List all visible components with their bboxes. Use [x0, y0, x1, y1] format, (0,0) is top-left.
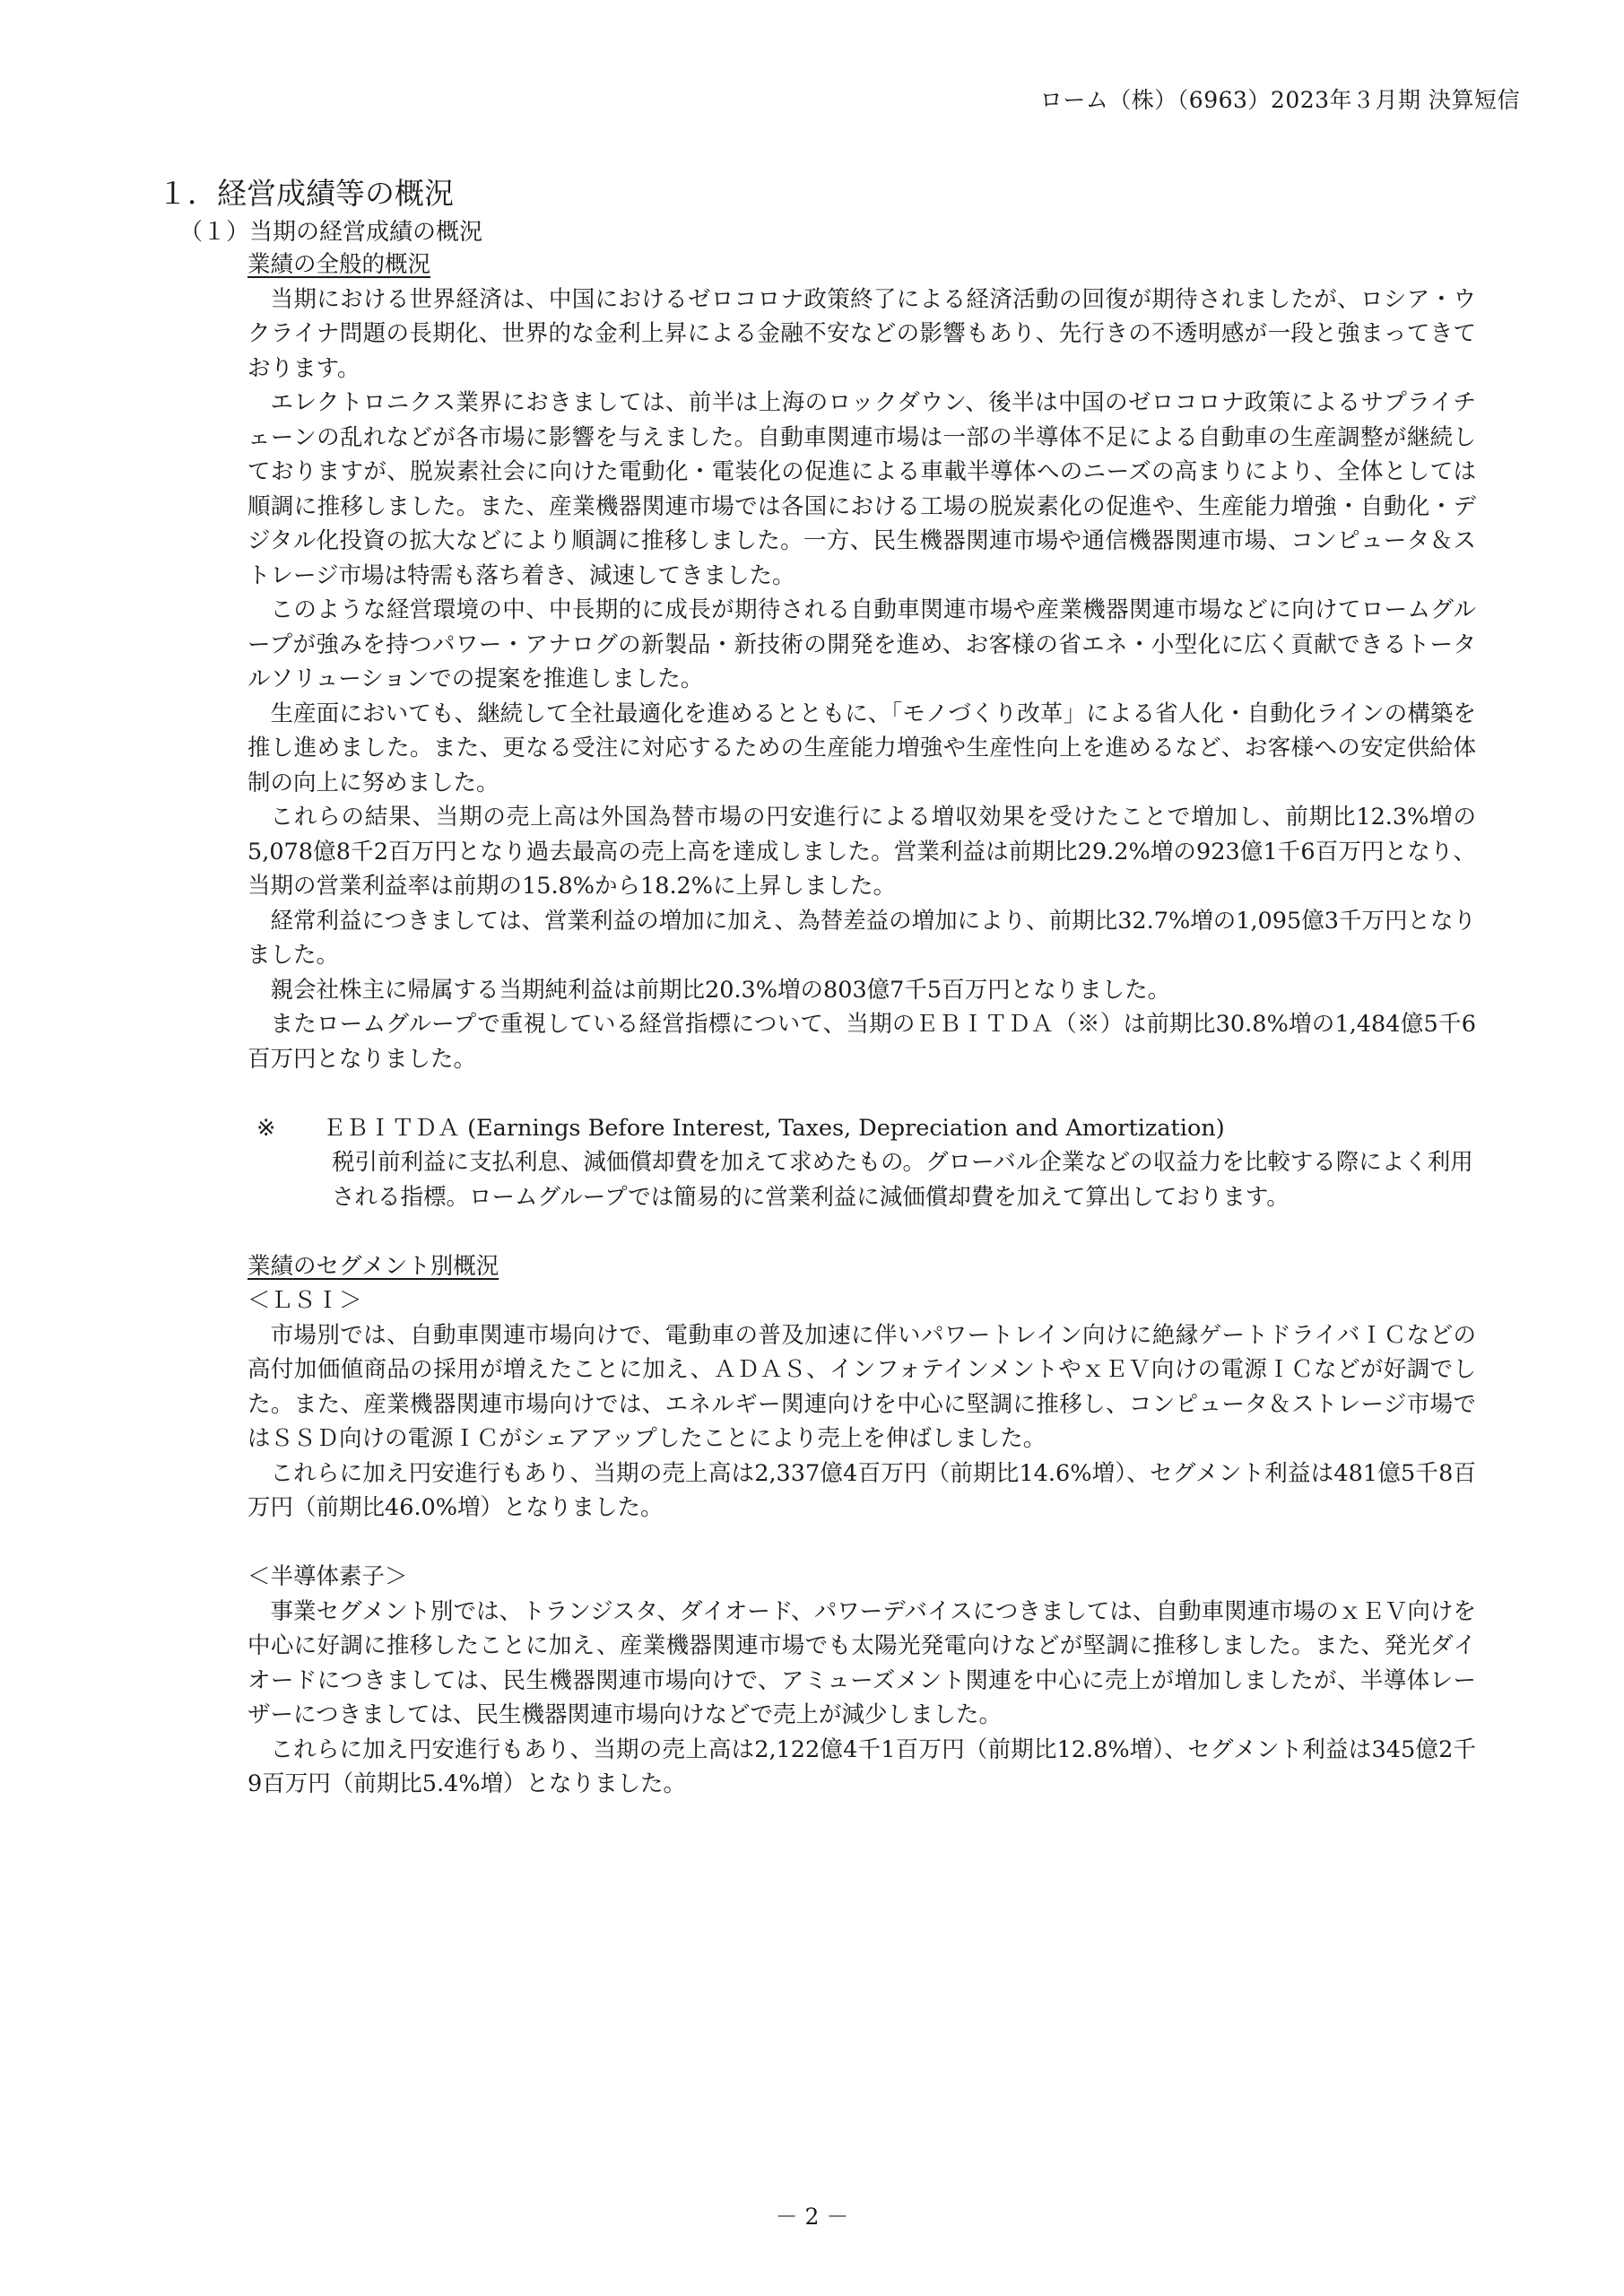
lsi-label: ＜ＬＳＩ＞	[248, 1287, 362, 1314]
semiconductor-paragraph-1: 事業セグメント別では、トランジスタ、ダイオード、パワーデバイスにつきましては、自動車関連市場のｘＥＶ向けを中心に好調に推移したことに加え、産業機器関連市場でも太陽光発電向けなどが堅調に推移しました。また、発光ダイオードにつきましては、民生機器関連市場向けで、アミューズメント関連を中心に売上が増加しましたが、半導体レーザーにつきましては、民生機器関連市場向けなどで売上が減少しました。	[248, 1597, 1476, 1728]
note-term: ＥＢＩＴＤＡ (Earnings Before Interest, Taxes, Depreciation and Amortization)	[323, 1114, 1225, 1142]
semiconductor-label: ＜半導体素子＞	[248, 1563, 408, 1590]
lsi-paragraph-1: 市場別では、自動車関連市場向けで、電動車の普及加速に伴いパワートレイン向けに絶縁ゲートドライバＩＣなどの高付加価値商品の採用が増えたことに加え、ＡＤＡＳ、インフォテインメントやｘＥＶ向けの電源ＩＣなどが好調でした。また、産業機器関連市場向けでは、エネルギー関連向けを中心に堅調に推移し、コンピュータ＆ストレージ市場ではＳＳＤ向けの電源ＩＣがシェアアップしたことにより売上を伸ばしました。	[248, 1321, 1476, 1452]
overview-heading: 業績の全般的概況	[248, 251, 431, 278]
overview-paragraph-7: 親会社株主に帰属する当期純利益は前期比20.3%増の803億7千5百万円となりました。	[270, 976, 1171, 1004]
overview-paragraph-8: またロームグループで重視している経営指標について、当期のＥＢＩＴＤＡ（※）は前期比30.8%増の1,484億5千6百万円となりました。	[248, 1011, 1476, 1073]
overview-paragraph-3: このような経営環境の中、中長期的に成長が期待される自動車関連市場や産業機器関連市場などに向けてロームグループが強みを持つパワー・アナログの新製品・新技術の開発を進め、お客様の省エネ・小型化に広く貢献できるトータルソリューションでの提案を推進しました。	[248, 596, 1476, 692]
semiconductor-paragraph-2: これらに加え円安進行もあり、当期の売上高は2,122億4千1百万円（前期比12.8%増）、セグメント利益は345億2千9百万円（前期比5.4%増）となりました。	[248, 1735, 1476, 1797]
overview-paragraph-4: 生産面においても、継続して全社最適化を進めるとともに、「モノづくり改革」による省人化・自動化ラインの構築を推し進めました。また、更なる受注に対応するための生産能力増強や生産性向上を進めるなど、お客様への安定供給体制の向上に努めました。	[248, 700, 1476, 796]
note-mark: ※	[256, 1114, 276, 1142]
subsection-title: （１）当期の経営成績の概況	[179, 219, 483, 246]
overview-paragraph-2: エレクトロニクス業界におきましては、前半は上海のロックダウン、後半は中国のゼロコロナ政策によるサプライチェーンの乱れなどが各市場に影響を与えました。自動車関連市場は一部の半導体不足による自動車の生産調整が継続しておりますが、脱炭素社会に向けた電動化・電装化の促進による車載半導体へのニーズの高まりにより、全体としては順調に推移しました。また、産業機器関連市場では各国における工場の脱炭素化の促進や、生産能力増強・自動化・デジタル化投資の拡大などにより順調に推移しました。一方、民生機器関連市場や通信機器関連市場、コンピュータ＆ストレージ市場は特需も落ち着き、減速してきました。	[248, 389, 1476, 589]
page-number: － 2 －	[775, 2204, 849, 2230]
segment-heading: 業績のセグメント別概況	[248, 1252, 499, 1280]
lsi-paragraph-2: これらに加え円安進行もあり、当期の売上高は2,337億4百万円（前期比14.6%増）、セグメント利益は481億5千8百万円（前期比46.0%増）となりました。	[248, 1459, 1476, 1521]
ebitda-note	[256, 1111, 1476, 1215]
document-header: ローム（株）（6963）2023年３月期 決算短信	[1039, 87, 1520, 113]
overview-paragraph-1: 当期における世界経済は、中国におけるゼロコロナ政策終了による経済活動の回復が期待されましたが、ロシア・ウクライナ問題の長期化、世界的な金利上昇による金融不安などの影響もあり、先行きの不透明感が一段と強まってきております。	[248, 285, 1476, 382]
note-body: 税引前利益に支払利息、減価償却費を加えて求めたもの。グローバル企業などの収益力を比較する際によく利用される指標。ロームグループでは簡易的に営業利益に減価償却費を加えて算出しております。	[332, 1149, 1473, 1211]
section-title: １．経営成績等の概況	[158, 176, 454, 211]
overview-paragraph-6: 経常利益につきましては、営業利益の増加に加え、為替差益の増加により、前期比32.7%増の1,095億3千万円となりました。	[248, 907, 1476, 969]
overview-paragraph-5: これらの結果、当期の売上高は外国為替市場の円安進行による増収効果を受けたことで増加し、前期比12.3%増の5,078億8千2百万円となり過去最高の売上高を達成しました。営業利益は前期比29.2%増の923億1千6百万円となり、当期の営業利益率は前期の15.8%から18.2%に上昇しました。	[248, 804, 1476, 900]
main-content	[248, 248, 1476, 1802]
